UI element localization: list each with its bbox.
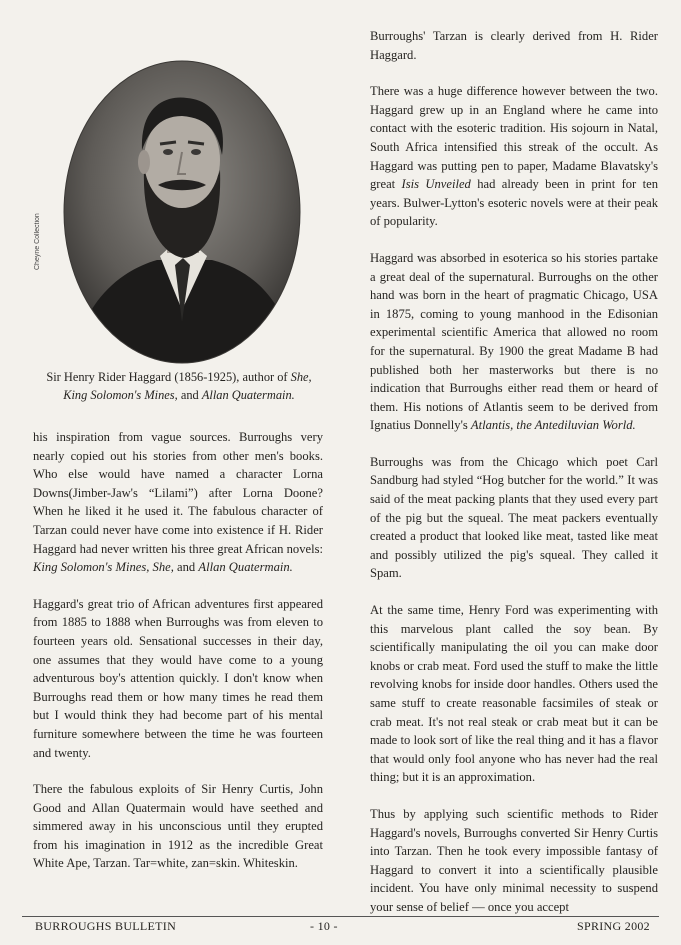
footer-publication: BURROUGHS BULLETIN <box>35 919 177 933</box>
footer-page-number: - 10 - <box>310 919 338 933</box>
footer-rule <box>22 916 659 917</box>
left-column <box>33 428 323 873</box>
right-paragraph-4: Burroughs was from the Chicago which poet Carl Sandburg had styled “Hog butcher for the world.” It was said of the meat packing plants that they used every part of the pig but the squeal. The meat packers eventually created a product that looked like meat, tasted like meat and possibly utilized the pig's squeal. They called it Spam. <box>370 454 658 581</box>
left-paragraph-1: his inspiration from vague sources. Burroughs very nearly copied out his stories from other men's books. Who else would have named a character Lorna Downs(Jimber-Jaw's “Lilami”) after Lorna Doone? When he liked it he used it. The fabulous character of Tarzan could never have come into existence if H. Rider Haggard had never written his three great African novels: King Solomon's Mines, She, and Allan Quatermain. <box>33 430 323 575</box>
right-paragraph-6: Thus by applying such scientific methods to Rider Haggard's novels, Burroughs converted Sir Henry Curtis into Tarzan. Then he took every impossible fantasy of Haggard to convert it into a scientifically plausible incident. You have only minimal necessity to suspend your sense of belief — once you accept <box>370 806 658 914</box>
footer-issue: SPRING 2002 <box>577 919 650 933</box>
right-paragraph-2: There was a huge difference however between the two. Haggard grew up in an England where he came into contact with the esoteric tradition. His sojourn in Natal, South Africa intensified this streak of the occult. As Haggard was putting pen to paper, Madame Blavatsky's great Isis Unveiled had already been in print for ten years. Bulwer-Lytton's esoteric novels were at their peak of popularity. <box>370 84 658 229</box>
left-paragraph-3: There the fabulous exploits of Sir Henry Curtis, John Good and Allan Quatermain would have seethed and simmered away in his unconscious until they erupted from his imagination in 1912 as the incredible Great White Ape, Tarzan. Tar=white, zan=skin. Whiteskin. <box>33 782 323 871</box>
right-paragraph-5: At the same time, Henry Ford was experimenting with this marvelous plant called the soy bean. By scientifically manipulating the oil you can make door knobs or crab meat. Ford used the stuff to make the little revolving knobs for inside door handles. Others used the same stuff to create reasonable facsimiles of steak or crab meat. It's not real steak or crab meat but it can be made to look sort of like the real thing and it has a flavor that would only fool anyone who has never had the real thing; but it is an approximation. <box>370 603 658 785</box>
right-paragraph-3: Haggard was absorbed in esoterica so his stories partake a great deal of the supernatural. Burroughs on the other hand was born in the heart of pragmatic Chicago, USA in 1875, coming to young manhood in the Edisonian experimental scientific America that allowed no room for the supernatural. By 1900 the great Madame B had published both her masterworks but there is no indication that Burroughs either read them or heard of them. His notions of Atlantis seem to be derived from Ignatius Donnelly's Atlantis, the Antediluvian World. <box>370 250 658 433</box>
photo-caption: Sir Henry Rider Haggard (1856-1925), author of She, King Solomon's Mines, and Allan Quatermain. <box>46 370 312 402</box>
right-column <box>370 27 658 917</box>
right-paragraph-1: Burroughs' Tarzan is clearly derived from H. Rider Haggard. <box>370 29 658 62</box>
left-paragraph-2: Haggard's great trio of African adventures first appeared from 1885 to 1888 when Burroughs was from eleven to fourteen years old. Sensational successes in their day, one assumes that they would have come to a young adventurous boy's attention quickly. I don't know when Burroughs read them or how many times he read them but I would think they had become part of his mental furniture somewhere between the time he was fourteen and twenty. <box>33 596 323 760</box>
haggard-portrait-image <box>62 60 302 365</box>
photo-credit: Cheyne Collection <box>34 213 41 270</box>
portrait-photo <box>62 60 302 365</box>
